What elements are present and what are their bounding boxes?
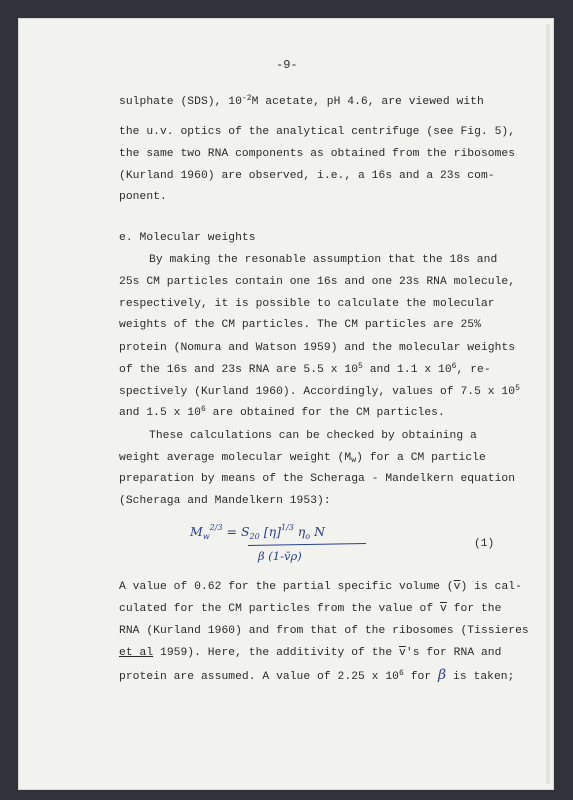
- text-line: respectively, it is possible to calculate the molecular: [119, 298, 495, 310]
- text-line: A value of 0.62 for the partial specific volume $(\overline{v})$ is cal-: [119, 581, 522, 593]
- text-line: (Kurland 1960) are observed, i.e., a 16s and a 23s com-: [119, 170, 495, 182]
- text-line: the u.v. optics of the analytical centrifuge (see Fig. 5),: [119, 126, 516, 138]
- text-line: et al 1959). Here, the additivity of the $\overline{v}'s$ for RNA and: [119, 647, 502, 659]
- handwritten-beta: β: [438, 667, 447, 683]
- text-line: weight average molecular weight $(M_w)$ for a CM particle: [119, 452, 486, 465]
- text-line: and 1.5 x $10^6$ are obtained for the CM particles.: [119, 405, 445, 419]
- equation-denominator: β (1-v̄ρ): [258, 549, 302, 563]
- text-line: These calculations can be checked by obtaining a: [149, 430, 477, 442]
- text-line: spectively (Kurland 1960). Accordingly, values of 7.5 x $10^5$: [119, 384, 520, 398]
- equation-numerator: $M_w^{2/3} = S_{20}$ $[\eta]^{1/3}$ $\eta_o$ N: [190, 523, 326, 541]
- text-line: 25s CM particles contain one 16s and one 23s RNA molecule,: [119, 276, 516, 288]
- text-line: sulphate (SDS), $10^{-2}M$ acetate, pH 4.6, are viewed with: [119, 94, 484, 108]
- text-line: (Scheraga and Mandelkern 1953):: [119, 495, 331, 507]
- text-line: preparation by means of the Scheraga - Mandelkern equation: [119, 473, 516, 485]
- page-number: -9-: [276, 58, 298, 72]
- text-line: RNA (Kurland 1960) and from that of the ribosomes (Tissieres: [119, 625, 529, 637]
- text-line: ponent.: [119, 191, 167, 203]
- equation-number: (1): [474, 538, 495, 550]
- page-edge-shadow: [546, 24, 550, 784]
- text-line: By making the resonable assumption that the 18s and: [149, 254, 498, 266]
- text-line: of the 16s and 23s RNA are 5.5 x $10^5$ and 1.1 x $10^6$, re-: [119, 362, 491, 376]
- text-line: culated for the CM particles from the value of $\overline{v}$ for the: [119, 603, 502, 615]
- text-line: protein (Nomura and Watson 1959) and the molecular weights: [119, 342, 516, 354]
- text-line: the same two RNA components as obtained from the ribosomes: [119, 148, 516, 160]
- section-heading: e. Molecular weights: [119, 232, 256, 244]
- text-line: weights of the CM particles. The CM particles are 25%: [119, 319, 481, 331]
- text-line: protein are assumed. A value of 2.25 x $10^6$ for β is taken;: [119, 667, 515, 683]
- handwritten-equation: [190, 522, 370, 572]
- fraction-bar: [248, 543, 366, 546]
